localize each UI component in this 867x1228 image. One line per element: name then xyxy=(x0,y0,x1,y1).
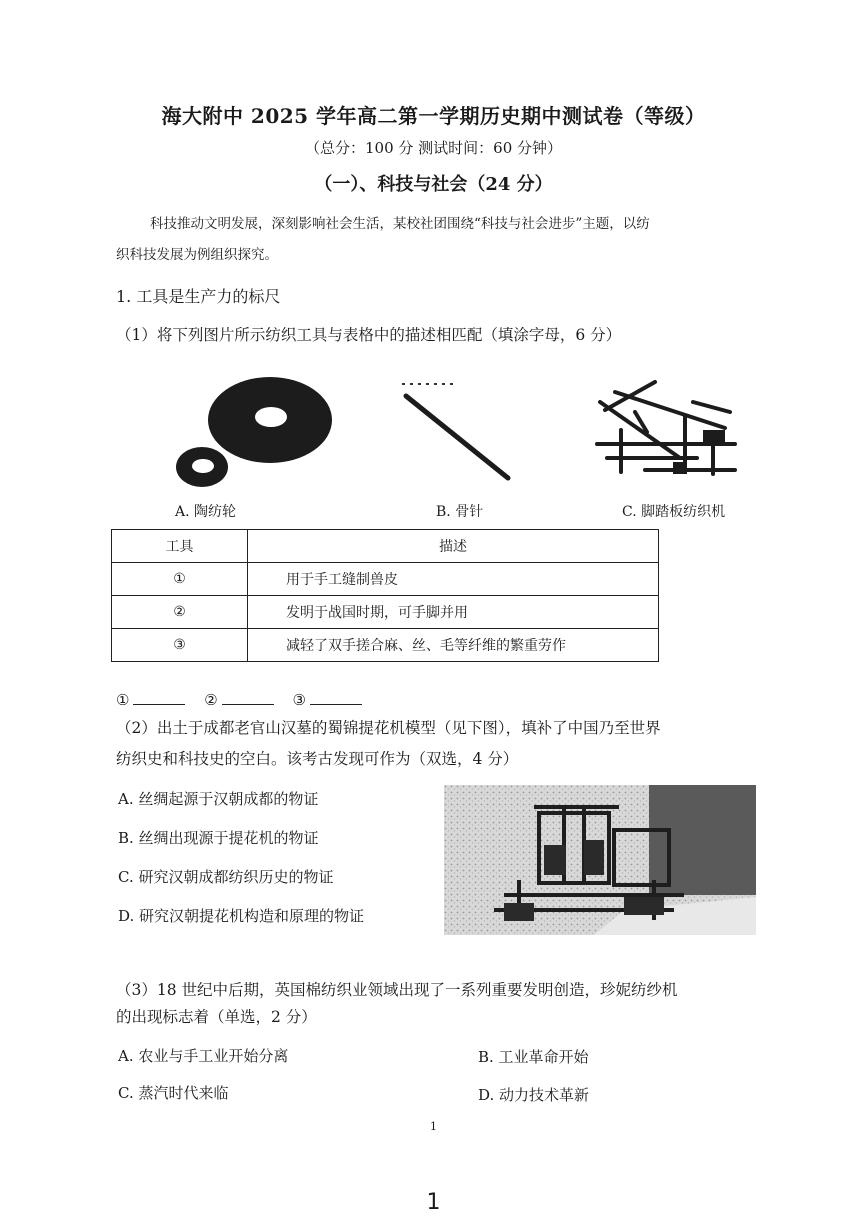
table-cell-description: 减轻了双手搓合麻、丝、毛等纤维的繁重劳作 xyxy=(248,629,659,662)
caption-b: B. 骨针 xyxy=(436,504,484,520)
table-cell-description: 发明于战国时期，可手脚并用 xyxy=(248,596,659,629)
question-1-part-2-line-1: （2）出土于成都老官山汉墓的蜀锦提花机模型（见下图），填补了中国乃至世界 xyxy=(116,719,661,737)
caption-c: C. 脚踏板纺织机 xyxy=(622,504,726,520)
page-title: 海大附中 2025 学年高二第一学期历史期中测试卷（等级） xyxy=(161,104,706,128)
table-row xyxy=(112,563,659,596)
option-3a[interactable]: A. 农业与手工业开始分离 xyxy=(118,1047,289,1065)
option-2b[interactable]: B. 丝绸出现源于提花机的物证 xyxy=(118,829,319,847)
intro-line-1: 科技推动文明发展，深刻影响社会生活，某校社团围绕“科技与社会进步”主题，以纺 xyxy=(150,216,650,232)
option-2c[interactable]: C. 研究汉朝成都纺织历史的物证 xyxy=(118,868,334,886)
intro-line-2: 织科技发展为例组织探究。 xyxy=(116,247,278,263)
matching-table xyxy=(111,529,659,662)
exam-info: （总分：100 分 测试时间：60 分钟） xyxy=(304,139,563,157)
page-number-large: 1 xyxy=(426,1190,441,1215)
option-2a[interactable]: A. 丝绸起源于汉朝成都的物证 xyxy=(118,790,319,808)
bone-needle-icon xyxy=(398,378,518,488)
option-2d[interactable]: D. 研究汉朝提花机构造和原理的物证 xyxy=(118,907,365,925)
answer-blank-3[interactable] xyxy=(310,690,362,705)
table-cell-tool: ① xyxy=(112,563,248,596)
option-3c[interactable]: C. 蒸汽时代来临 xyxy=(118,1084,229,1102)
table-cell-tool: ③ xyxy=(112,629,248,662)
answer-label-1: ① xyxy=(116,691,130,709)
answer-label-3: ③ xyxy=(292,691,306,709)
answer-label-2: ② xyxy=(204,691,218,709)
table-header-row xyxy=(112,530,659,563)
column-header-tool: 工具 xyxy=(112,530,248,563)
table-cell-description: 用于手工缝制兽皮 xyxy=(248,563,659,596)
table-row xyxy=(112,596,659,629)
question-1-part-1: （1）将下列图片所示纺织工具与表格中的描述相匹配（填涂字母，6 分） xyxy=(116,326,622,344)
page-number-small: 1 xyxy=(430,1120,437,1133)
section-heading: （一）、科技与社会（24 分） xyxy=(314,174,553,195)
table-cell-tool: ② xyxy=(112,596,248,629)
spindle-whorl-icon xyxy=(170,375,340,495)
jacquard-loom-model-icon xyxy=(444,785,756,935)
question-1-part-2-line-2: 纺织史和科技史的空白。该考古发现可作为（双选，4 分） xyxy=(116,750,519,768)
option-3d[interactable]: D. 动力技术革新 xyxy=(478,1086,590,1104)
question-1-heading: 1. 工具是生产力的标尺 xyxy=(116,287,281,306)
column-header-description: 描述 xyxy=(248,530,659,563)
answer-blank-1[interactable] xyxy=(133,690,185,705)
answer-blank-2[interactable] xyxy=(222,690,274,705)
treadle-loom-icon xyxy=(585,372,745,484)
question-1-part-3-line-1: （3）18 世纪中后期，英国棉纺织业领域出现了一系列重要发明创造，珍妮纺纱机 xyxy=(116,981,678,999)
caption-a: A. 陶纺轮 xyxy=(175,504,237,520)
option-3b[interactable]: B. 工业革命开始 xyxy=(478,1048,589,1066)
question-1-part-3-line-2: 的出现标志着（单选，2 分） xyxy=(116,1008,317,1026)
answer-blanks xyxy=(116,690,376,709)
table-row xyxy=(112,629,659,662)
